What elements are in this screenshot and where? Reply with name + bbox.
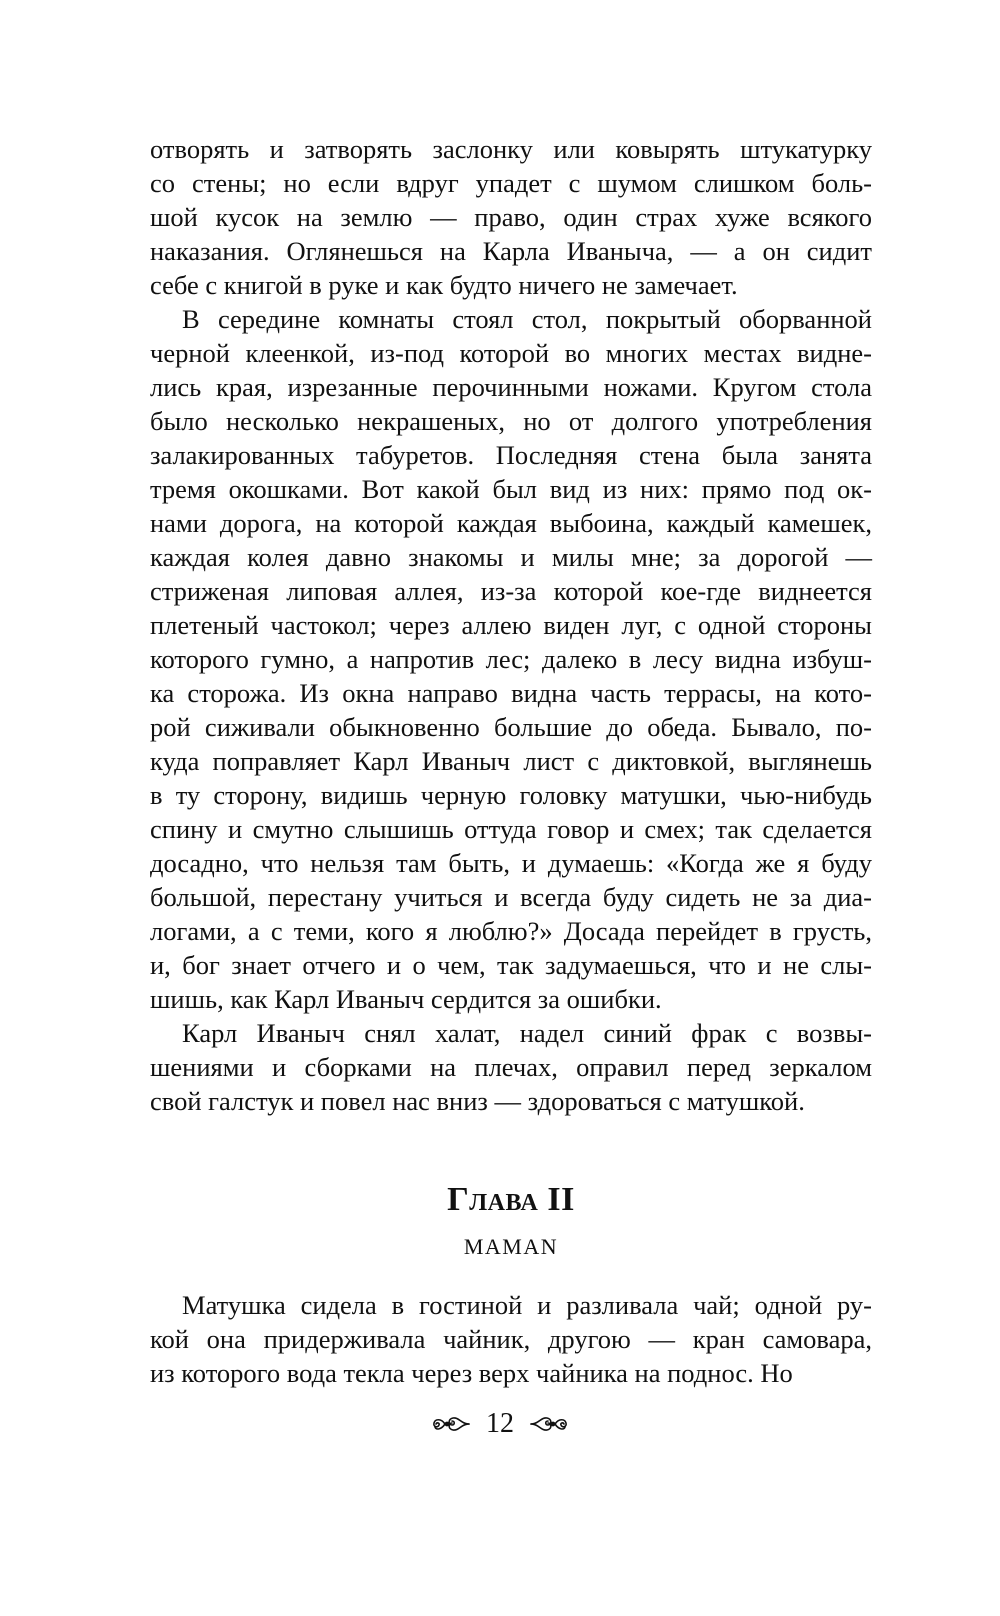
text-line: шениями и сборками на плечах, оправил перед зеркалом bbox=[150, 1052, 872, 1082]
flourish-right-icon bbox=[529, 1413, 569, 1435]
paragraph bbox=[150, 302, 872, 1016]
text-line: черной клеенкой, из-под которой во многих местах видне- bbox=[150, 338, 872, 368]
flourish-left-icon bbox=[431, 1413, 471, 1435]
paragraph bbox=[150, 1016, 872, 1118]
text-line: залакированных табуретов. Последняя стена была занята bbox=[150, 440, 872, 470]
text-line: в ту сторону, видишь черную головку матушки, чью-нибудь bbox=[150, 780, 872, 810]
text-line: Карл Иваныч снял халат, надел синий фрак с возвы- bbox=[182, 1018, 872, 1048]
chapter-heading bbox=[150, 1180, 872, 1262]
text-line: из которого вода текла через верх чайника на поднос. Но bbox=[150, 1358, 793, 1388]
page-footer bbox=[0, 1405, 1000, 1441]
text-line: куда поправляет Карл Иваныч лист с диктовкой, выглянешь bbox=[150, 746, 872, 776]
text-line: В середине комнаты стоял стол, покрытый оборванной bbox=[182, 304, 872, 334]
text-line: большой, перестану учиться и всегда буду сидеть не за диа- bbox=[150, 882, 872, 912]
text-line: логами, а с теми, кого я люблю?» Досада перейдет в грусть, bbox=[150, 916, 872, 946]
paragraph bbox=[150, 1288, 872, 1390]
text-line: было несколько некрашеных, но от долгого употребления bbox=[150, 406, 872, 436]
text-line: шишь, как Карл Иваныч сердится за ошибки. bbox=[150, 984, 662, 1014]
text-line: которого гумно, а напротив лес; далеко в лесу видна избуш- bbox=[150, 644, 872, 674]
text-line: и, бог знает отчего и о чем, так задумаешься, что и не слы- bbox=[150, 950, 872, 980]
text-block bbox=[150, 132, 872, 1118]
text-line: стриженая липовая аллея, из-за которой кое-где виднеется bbox=[150, 576, 872, 606]
text-line: спину и смутно слышишь оттуда говор и смех; так сделается bbox=[150, 814, 872, 844]
text-line: лись края, изрезанные перочинными ножами. Кругом стола bbox=[150, 372, 872, 402]
text-line: нами дорога, на которой каждая выбоина, каждый камешек, bbox=[150, 508, 872, 538]
text-line: со стены; но если вдруг упадет с шумом слишком боль- bbox=[150, 168, 872, 198]
text-line: рой сиживали обыкновенно большие до обеда. Бывало, по- bbox=[150, 712, 872, 742]
page-body bbox=[150, 132, 872, 1390]
chapter-subtitle: MAMAN bbox=[463, 1234, 559, 1259]
text-line: кой она придерживала чайник, другою — кран самовара, bbox=[150, 1324, 872, 1354]
paragraph bbox=[150, 132, 872, 302]
text-line: тремя окошками. Вот какой был вид из них: прямо под ок- bbox=[150, 474, 872, 504]
text-line: себе с книгой в руке и как будто ничего не замечает. bbox=[150, 270, 738, 300]
chapter-title: Глава II bbox=[447, 1181, 575, 1218]
chapter-paragraph bbox=[150, 1288, 872, 1390]
text-line: отворять и затворять заслонку или ковырять штукатурку bbox=[150, 134, 872, 164]
text-line: плетеный частокол; через аллею виден луг, с одной стороны bbox=[150, 610, 872, 640]
text-line: свой галстук и повел нас вниз — здороваться с матушкой. bbox=[150, 1086, 805, 1116]
text-line: досадно, что нельзя там быть, и думаешь: «Когда же я буду bbox=[150, 848, 872, 878]
text-line: наказания. Оглянешься на Карла Иваныча, — а он сидит bbox=[150, 236, 872, 266]
text-line: Матушка сидела в гостиной и разливала чай; одной ру- bbox=[182, 1290, 872, 1320]
text-line: ка сторожа. Из окна направо видна часть террасы, на кото- bbox=[150, 678, 872, 708]
text-line: каждая колея давно знакомы и милы мне; за дорогой — bbox=[150, 542, 872, 572]
text-line: шой кусок на землю — право, один страх хуже всякого bbox=[150, 202, 872, 232]
page-number: 12 bbox=[486, 1407, 514, 1439]
